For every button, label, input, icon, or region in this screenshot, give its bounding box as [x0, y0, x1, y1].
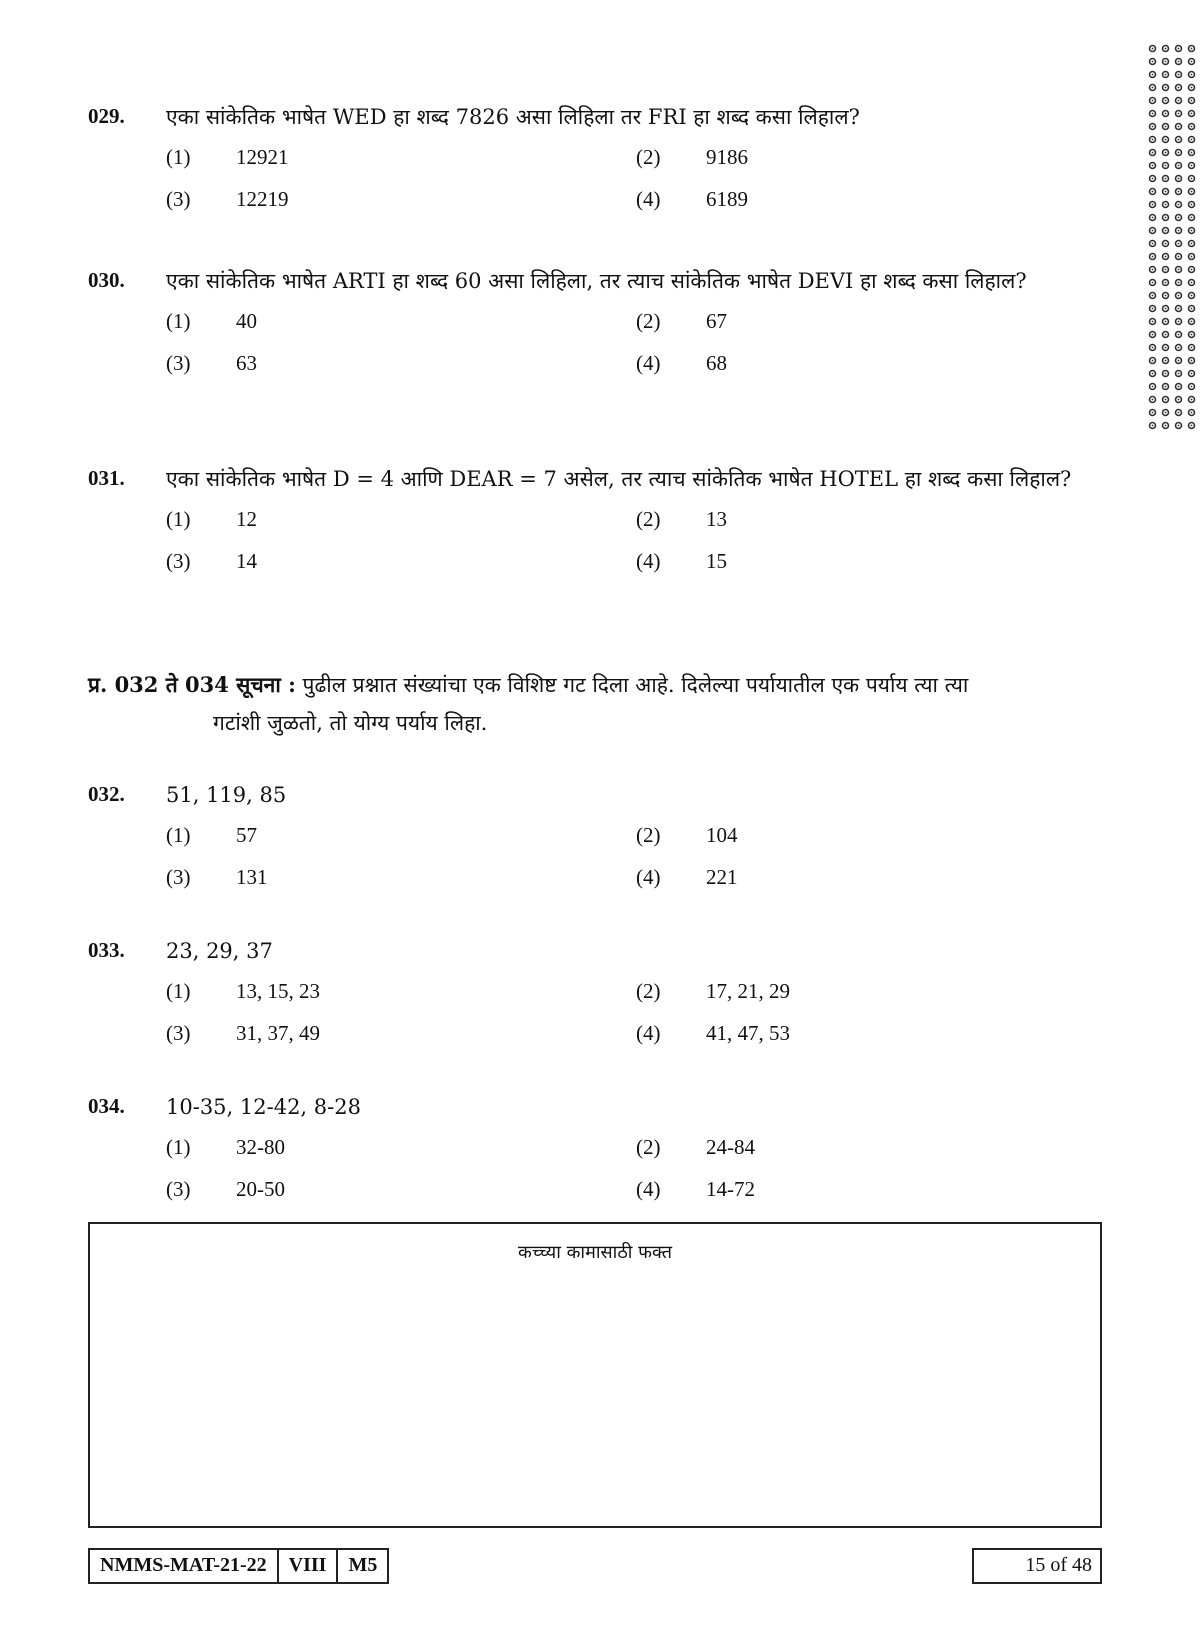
- option-4[interactable]: (4) 14-72: [636, 1177, 755, 1201]
- page-number: 15 of 48: [972, 1548, 1102, 1584]
- question-031: [88, 462, 1098, 578]
- option-3[interactable]: (3) 20-50: [166, 1177, 285, 1201]
- question-033: [88, 934, 1098, 1050]
- option-3[interactable]: (3) 14: [166, 549, 257, 573]
- options: [166, 140, 1098, 216]
- option-4[interactable]: (4) 221: [636, 865, 738, 889]
- options: [166, 818, 1098, 894]
- class-label: VIII: [279, 1550, 339, 1582]
- option-4[interactable]: (4) 41, 47, 53: [636, 1021, 790, 1045]
- option-3[interactable]: (3) 63: [166, 351, 257, 375]
- options: [166, 502, 1098, 578]
- question-number: 032.: [88, 782, 125, 806]
- option-1[interactable]: (1) 32-80: [166, 1135, 285, 1159]
- option-1[interactable]: (1) 57: [166, 823, 257, 847]
- question-034: [88, 1090, 1098, 1206]
- question-number: 034.: [88, 1094, 125, 1118]
- option-1[interactable]: (1) 40: [166, 309, 257, 333]
- question-number: 030.: [88, 268, 125, 292]
- paper-code: NMMS-MAT-21-22: [90, 1550, 279, 1582]
- instruction-label: प्र. 032 ते 034 सूचना :: [88, 672, 296, 697]
- question-text: 51, 119, 85: [166, 783, 287, 807]
- option-2[interactable]: (2) 24-84: [636, 1135, 755, 1159]
- option-3[interactable]: (3) 31, 37, 49: [166, 1021, 320, 1045]
- instruction-block: [88, 666, 1098, 742]
- question-text: एका सांकेतिक भाषेत D = 4 आणि DEAR = 7 असेल, तर त्याच सांकेतिक भाषेत HOTEL हा शब्द कसा लिहाल?: [166, 467, 1072, 491]
- options: [166, 974, 1098, 1050]
- options: [166, 1130, 1098, 1206]
- option-1[interactable]: (1) 12: [166, 507, 257, 531]
- option-2[interactable]: (2) 17, 21, 29: [636, 979, 790, 1003]
- question-number: 031.: [88, 466, 125, 490]
- question-text: 23, 29, 37: [166, 939, 273, 963]
- rough-work-box[interactable]: [88, 1222, 1102, 1528]
- question-number: 029.: [88, 104, 125, 128]
- option-3[interactable]: (3) 12219: [166, 187, 289, 211]
- instruction-line-1: पुढील प्रश्नात संख्यांचा एक विशिष्ट गट दिला आहे. दिलेल्या पर्यायातील एक पर्याय त्या त्या: [302, 673, 969, 697]
- question-number: 033.: [88, 938, 125, 962]
- option-1[interactable]: (1) 13, 15, 23: [166, 979, 320, 1003]
- option-2[interactable]: (2) 104: [636, 823, 738, 847]
- decorative-border-pattern: [1146, 42, 1198, 434]
- option-2[interactable]: (2) 13: [636, 507, 727, 531]
- option-4[interactable]: (4) 15: [636, 549, 727, 573]
- option-4[interactable]: (4) 6189: [636, 187, 748, 211]
- instruction-line-2: गटांशी जुळतो, तो योग्य पर्याय लिहा.: [213, 711, 488, 735]
- option-3[interactable]: (3) 131: [166, 865, 268, 889]
- footer-paper-code: [88, 1548, 389, 1584]
- question-032: [88, 778, 1098, 894]
- rough-work-title: कच्च्या कामासाठी फक्त: [518, 1242, 672, 1263]
- options: [166, 304, 1098, 380]
- option-4[interactable]: (4) 68: [636, 351, 727, 375]
- question-text: एका सांकेतिक भाषेत ARTI हा शब्द 60 असा लिहिला, तर त्याच सांकेतिक भाषेत DEVI हा शब्द कसा लिहाल?: [166, 269, 1027, 293]
- question-text: 10-35, 12-42, 8-28: [166, 1095, 361, 1119]
- question-text: एका सांकेतिक भाषेत WED हा शब्द 7826 असा लिहिला तर FRI हा शब्द कसा लिहाल?: [166, 105, 860, 129]
- option-2[interactable]: (2) 9186: [636, 145, 748, 169]
- medium-label: M5: [348, 1554, 378, 1576]
- option-1[interactable]: (1) 12921: [166, 145, 289, 169]
- question-029: [88, 100, 1098, 216]
- option-2[interactable]: (2) 67: [636, 309, 727, 333]
- question-030: [88, 264, 1098, 380]
